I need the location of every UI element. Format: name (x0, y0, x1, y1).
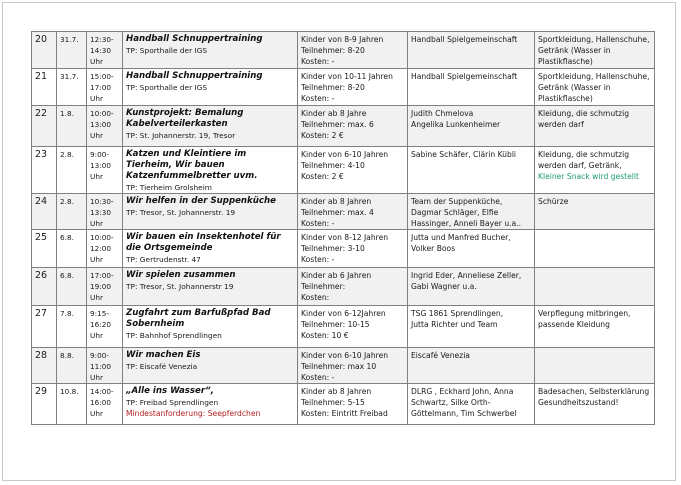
event-time-line: 16:20 (90, 320, 112, 329)
notes-line: Verpflegung mitbringen, (538, 309, 631, 318)
date-cell (57, 384, 87, 425)
row-number: 22 (35, 108, 48, 119)
participants-line: Kinder von 8-9 Jahren (301, 35, 384, 44)
participants-line: Teilnehmer: 5-15 (301, 398, 365, 407)
event-cell (123, 32, 298, 69)
event-time-line: 17:00- (90, 271, 114, 280)
event-title: Handball Schnuppertraining (126, 71, 263, 81)
participants-cell (298, 69, 408, 106)
event-time-line: 16:00 (90, 398, 112, 407)
organizer-line: Eiscafé Venezia (411, 351, 470, 360)
event-location: TP: Sporthalle der IGS (126, 83, 208, 92)
organizer-cell (408, 268, 535, 306)
event-date: 8.8. (60, 351, 74, 360)
notes-cell (535, 348, 655, 384)
participants-line: Kosten: 2 € (301, 131, 344, 140)
event-time-line: 14:00- (90, 387, 114, 396)
table-row (32, 147, 655, 194)
event-location: TP: Eiscafé Venezia (126, 362, 198, 371)
event-cell (123, 69, 298, 106)
event-time-line: 12:30- (90, 35, 114, 44)
notes-cell (535, 147, 655, 194)
row-number-cell (32, 384, 57, 425)
event-time-line: Uhr (90, 131, 103, 140)
participants-line: Kinder ab 8 Jahre (301, 109, 367, 118)
row-number-cell (32, 230, 57, 268)
event-time-line: 12:00 (90, 244, 112, 253)
notes-line: Badesachen, Selbsterklärung (538, 387, 650, 396)
row-number-cell (32, 194, 57, 230)
event-time-line: Uhr (90, 409, 103, 418)
row-number: 20 (35, 34, 48, 45)
event-time-line: 9:00- (90, 150, 110, 159)
organizer-cell (408, 194, 535, 230)
row-number: 25 (35, 232, 48, 243)
table-row (32, 106, 655, 147)
participants-line: Teilnehmer: 4-10 (301, 161, 365, 170)
notes-cell (535, 230, 655, 268)
event-date: 7.8. (60, 309, 74, 318)
notes-cell (535, 194, 655, 230)
notes-line: Schürze (538, 197, 569, 206)
event-time-line: 13:30 (90, 208, 112, 217)
time-cell (87, 230, 123, 268)
time-cell (87, 384, 123, 425)
event-cell (123, 106, 298, 147)
date-cell (57, 194, 87, 230)
table-row (32, 384, 655, 425)
snack-note: Kleiner Snack wird gestellt (538, 172, 640, 181)
time-cell (87, 32, 123, 69)
date-cell (57, 106, 87, 147)
participants-cell (298, 306, 408, 348)
event-time-line: Uhr (90, 219, 103, 228)
notes-line: passende Kleidung (538, 320, 610, 329)
time-cell (87, 106, 123, 147)
participants-line: Kinder ab 8 Jahren (301, 197, 372, 206)
event-time-line: 10:30- (90, 197, 114, 206)
participants-line: Teilnehmer: 8-20 (301, 83, 365, 92)
participants-cell (298, 230, 408, 268)
organizer-line: Judith Chmelova (411, 109, 474, 118)
participants-line: Kosten: - (301, 255, 335, 264)
event-time-line: 13:00 (90, 161, 112, 170)
row-number: 24 (35, 196, 48, 207)
organizer-line: Handball Spielgemeinschaft (411, 72, 518, 81)
participants-line: Kinder ab 8 Jahren (301, 387, 372, 396)
event-location: TP: St. Johannerstr. 19, Tresor (126, 131, 236, 140)
event-date: 2.8. (60, 150, 74, 159)
date-cell (57, 69, 87, 106)
table-row (32, 194, 655, 230)
participants-line: Kinder ab 6 Jahren (301, 271, 372, 280)
notes-line: Kleidung, die schmutzig (538, 109, 630, 118)
event-date: 1.8. (60, 109, 74, 118)
time-cell (87, 268, 123, 306)
event-time-line: Uhr (90, 94, 103, 103)
notes-line: Getränk (Wasser in (538, 83, 611, 92)
participants-cell (298, 32, 408, 69)
row-number: 28 (35, 350, 48, 361)
participants-line: Teilnehmer: 8-20 (301, 46, 365, 55)
notes-line: werden darf (538, 120, 584, 129)
participants-line: Teilnehmer: (301, 282, 346, 291)
organizer-line: Jutta Richter und Team (411, 320, 498, 329)
participants-line: Kosten: - (301, 219, 335, 228)
organizer-line: Schwartz, Silke Orth- (411, 398, 491, 407)
row-number-cell (32, 147, 57, 194)
participants-cell (298, 147, 408, 194)
organizer-cell (408, 348, 535, 384)
event-time-line: 10:00- (90, 233, 114, 242)
organizer-line: DLRG , Eckhard John, Anna (411, 387, 514, 396)
table-row (32, 306, 655, 348)
event-location: TP: Tresor, St. Johannerstr. 19 (126, 208, 236, 217)
row-number: 21 (35, 71, 48, 82)
participants-cell (298, 106, 408, 147)
row-number-cell (32, 69, 57, 106)
participants-line: Kinder von 6-12Jahren (301, 309, 386, 318)
table-row (32, 230, 655, 268)
time-cell (87, 348, 123, 384)
event-location: TP: Tresor, St. Johannerstr 19 (126, 282, 234, 291)
participants-line: Kosten: Eintritt Freibad (301, 409, 388, 418)
participants-line: Kinder von 10-11 Jahren (301, 72, 393, 81)
table-row (32, 32, 655, 69)
organizer-line: Ingrid Eder, Anneliese Zeller, (411, 271, 522, 280)
event-time-line: Uhr (90, 373, 103, 382)
notes-line: Sportkleidung, Hallenschuhe, (538, 72, 650, 81)
event-date: 31.7. (60, 35, 79, 44)
event-title: Katzen und Kleintiere im Tierheim, Wir bauen Katzenfummelbretter uvm. (126, 149, 258, 181)
document-page (2, 2, 676, 481)
participants-line: Kosten: - (301, 94, 335, 103)
table-row (32, 268, 655, 306)
event-title: Zugfahrt zum Barfußpfad Bad Sobernheim (126, 308, 271, 329)
date-cell (57, 230, 87, 268)
event-time-line: Uhr (90, 293, 103, 302)
table-row (32, 348, 655, 384)
notes-line: Kleidung, die schmutzig (538, 150, 630, 159)
participants-cell (298, 194, 408, 230)
organizer-line: Volker Boos (411, 244, 456, 253)
participants-line: Kinder von 6-10 Jahren (301, 351, 389, 360)
date-cell (57, 306, 87, 348)
event-cell (123, 147, 298, 194)
event-date: 6.8. (60, 233, 74, 242)
participants-line: Kosten: 2 € (301, 172, 344, 181)
notes-cell (535, 384, 655, 425)
event-location: TP: Freibad Sprendlingen (126, 398, 219, 407)
organizer-cell (408, 147, 535, 194)
participants-line: Teilnehmer: 10-15 (301, 320, 370, 329)
participants-line: Teilnehmer: 3-10 (301, 244, 365, 253)
date-cell (57, 348, 87, 384)
event-time-line: Uhr (90, 255, 103, 264)
organizer-line: Dagmar Schläger, Elfie (411, 208, 499, 217)
event-time-line: 19:00 (90, 282, 112, 291)
organizer-line: Team der Suppenküche, (411, 197, 503, 206)
organizer-line: Sabine Schäfer, Clärin Kübli (411, 150, 517, 159)
event-title: Wir bauen ein Insektenhotel für die Ortsgemeinde (126, 232, 281, 253)
event-date: 10.8. (60, 387, 79, 396)
organizer-line: Hassinger, Anneli Bayer u.a.. (411, 219, 522, 228)
event-cell (123, 230, 298, 268)
event-time-line: 10:00- (90, 109, 114, 118)
event-cell (123, 348, 298, 384)
table-row (32, 69, 655, 106)
organizer-line: TSG 1861 Sprendlingen, (411, 309, 504, 318)
organizer-cell (408, 32, 535, 69)
event-location: TP: Bahnhof Sprendlingen (126, 331, 222, 340)
participants-cell (298, 384, 408, 425)
participants-line: Kosten: - (301, 373, 335, 382)
notes-line: werden darf, Getränk, (538, 161, 622, 170)
participants-cell (298, 348, 408, 384)
participants-line: Kosten: (301, 293, 330, 302)
event-date: 2.8. (60, 197, 74, 206)
event-location: TP: Sporthalle der IGS (126, 46, 208, 55)
row-number: 27 (35, 308, 48, 319)
organizer-cell (408, 306, 535, 348)
row-number-cell (32, 348, 57, 384)
event-time-line: 13:00 (90, 120, 112, 129)
event-time-line: 14:30 (90, 46, 112, 55)
row-number-cell (32, 106, 57, 147)
notes-cell (535, 306, 655, 348)
event-time-line: 17:00 (90, 83, 112, 92)
notes-line: Gesundheitszustand! (538, 398, 619, 407)
notes-line: Sportkleidung, Hallenschuhe, (538, 35, 650, 44)
participants-line: Kosten: 10 € (301, 331, 349, 340)
event-title: Wir machen Eis (126, 350, 201, 360)
date-cell (57, 268, 87, 306)
event-time-line: Uhr (90, 57, 103, 66)
program-table (31, 31, 655, 425)
event-date: 31.7. (60, 72, 79, 81)
event-title: Wir spielen zusammen (126, 270, 236, 280)
participants-line: Teilnehmer: max. 6 (301, 120, 374, 129)
organizer-cell (408, 230, 535, 268)
organizer-line: Jutta und Manfred Bucher, (411, 233, 511, 242)
event-time-line: Uhr (90, 172, 103, 181)
row-number-cell (32, 306, 57, 348)
time-cell (87, 147, 123, 194)
event-title: „Alle ins Wasser“, (126, 386, 214, 396)
event-location: TP: Tierheim Grolsheim (126, 183, 212, 192)
row-number: 26 (35, 270, 48, 281)
organizer-line: Gabi Wagner u.a. (411, 282, 477, 291)
event-time-line: 9:00- (90, 351, 110, 360)
organizer-cell (408, 69, 535, 106)
participants-line: Kinder von 8-12 Jahren (301, 233, 389, 242)
event-cell (123, 268, 298, 306)
event-date: 6.8. (60, 271, 74, 280)
participants-cell (298, 268, 408, 306)
event-cell (123, 306, 298, 348)
participants-line: Teilnehmer: max. 4 (301, 208, 374, 217)
row-number: 23 (35, 149, 48, 160)
event-time-line: 11:00 (90, 362, 112, 371)
notes-cell (535, 32, 655, 69)
event-location: TP: Gertrudenstr. 47 (126, 255, 201, 264)
event-title: Wir helfen in der Suppenküche (126, 196, 276, 206)
participants-line: Kosten: - (301, 57, 335, 66)
event-time-line: 9:15- (90, 309, 110, 318)
time-cell (87, 194, 123, 230)
notes-cell (535, 106, 655, 147)
row-number: 29 (35, 386, 48, 397)
event-title: Kunstprojekt: Bemalung Kabelverteilerkasten (126, 108, 244, 129)
participants-line: Teilnehmer: max 10 (301, 362, 377, 371)
notes-line: Getränk (Wasser in (538, 46, 611, 55)
row-number-cell (32, 32, 57, 69)
event-cell (123, 194, 298, 230)
requirement-note: Mindestanforderung: Seepferdchen (126, 409, 261, 418)
notes-cell (535, 69, 655, 106)
organizer-line: Handball Spielgemeinschaft (411, 35, 518, 44)
time-cell (87, 69, 123, 106)
organizer-line: Göttelmann, Tim Schwerbel (411, 409, 517, 418)
row-number-cell (32, 268, 57, 306)
event-cell (123, 384, 298, 425)
event-title: Handball Schnuppertraining (126, 34, 263, 44)
organizer-cell (408, 384, 535, 425)
notes-cell (535, 268, 655, 306)
date-cell (57, 32, 87, 69)
event-time-line: 15:00- (90, 72, 114, 81)
date-cell (57, 147, 87, 194)
time-cell (87, 306, 123, 348)
organizer-cell (408, 106, 535, 147)
event-time-line: Uhr (90, 331, 103, 340)
notes-line: Plastikflasche) (538, 57, 593, 66)
organizer-line: Angelika Lunkenheimer (411, 120, 501, 129)
notes-line: Plastikflasche) (538, 94, 593, 103)
participants-line: Kinder von 6-10 Jahren (301, 150, 389, 159)
